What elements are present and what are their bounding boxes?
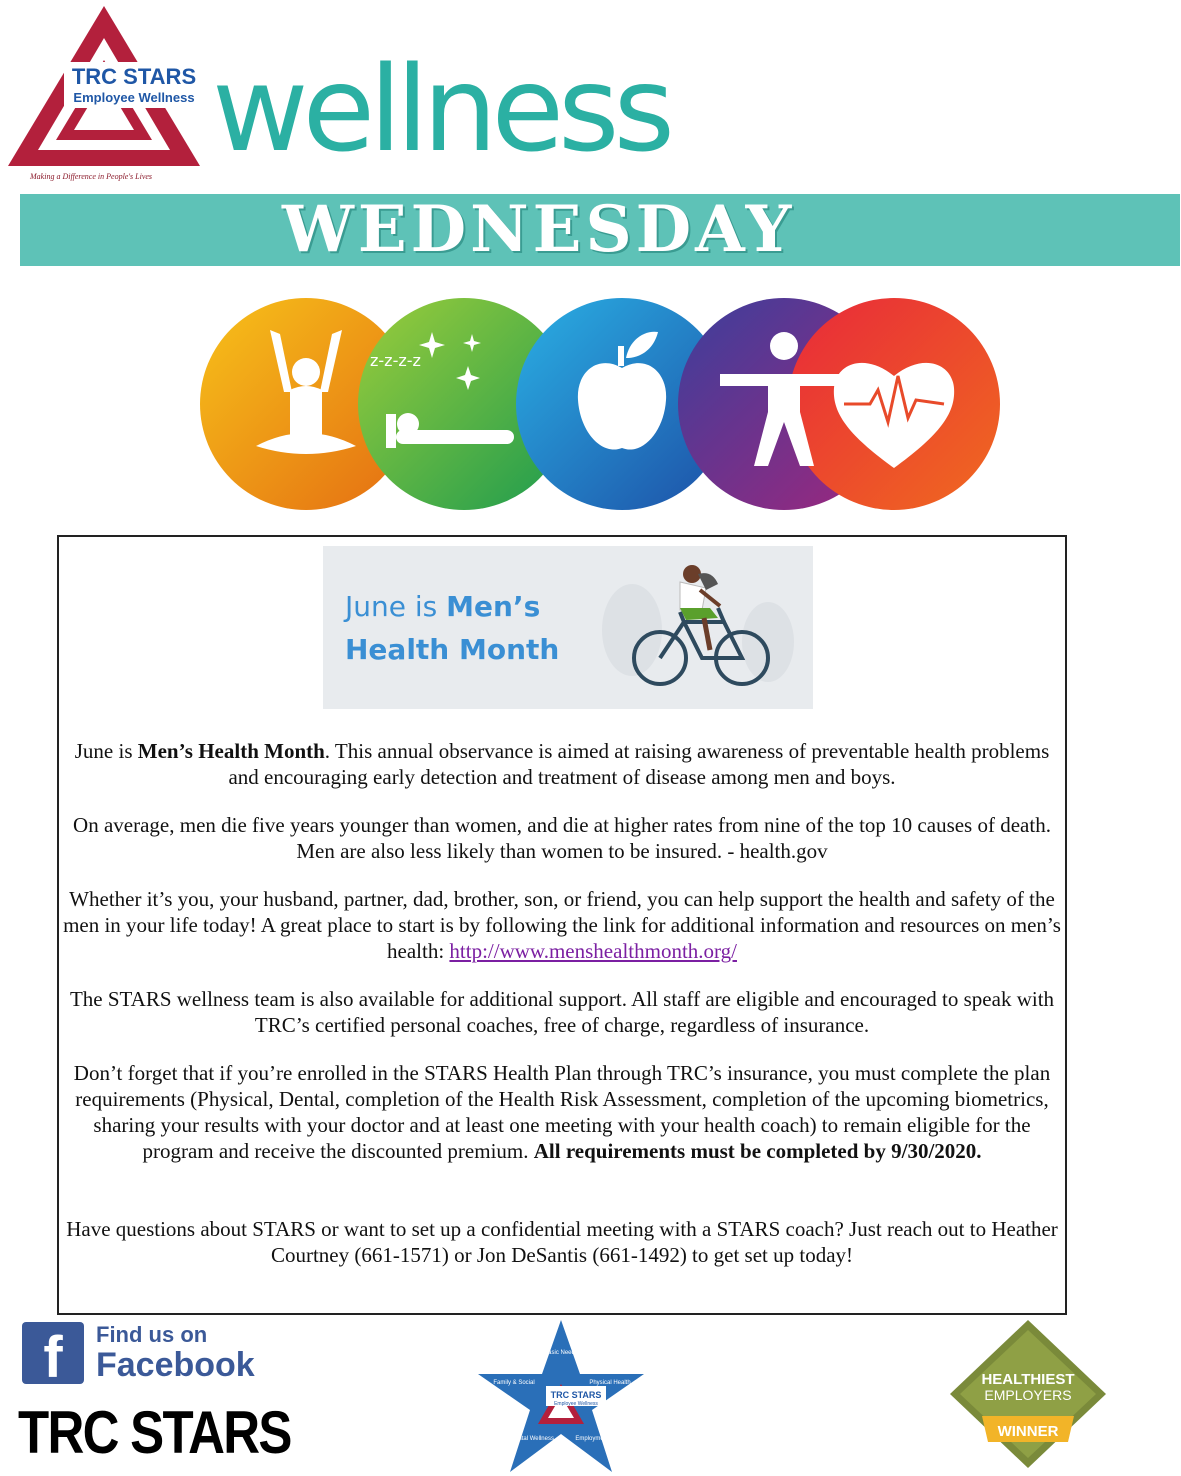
paragraph-statistics: On average, men die five years younger than women, and die at higher rates from nine of the top 10 causes of death. Men are also less likely than women to be insured. - health.gov <box>73 813 1051 863</box>
banner-line1: June is Men’s <box>345 590 541 623</box>
trc-stars-logo <box>4 4 204 186</box>
logo-main-text: TRC STARS <box>71 64 197 89</box>
facebook-name-text: Facebook <box>96 1346 255 1384</box>
logo-tagline: Making a Difference in People's Lives <box>30 172 153 181</box>
star-point-physical-health: Physical Health <box>589 1380 631 1386</box>
trc-stars-star-logo <box>476 1318 646 1474</box>
badge-line1: HEALTHIEST <box>981 1371 1075 1388</box>
badge-line2: EMPLOYERS <box>984 1387 1072 1403</box>
svg-text:z-z-z-z: z-z-z-z <box>370 351 421 370</box>
paragraph-health-plan: Don’t forget that if you’re enrolled in the STARS Health Plan through TRC’s insurance, you must complete the plan requirements (Physical, Dental, completion of the Health Risk Assessment, completion of the upcoming biometrics, sharing your results with your doctor and at least one meeting with your health coach) to remain eligible for the program and receive the discounted premium. All requirements must be completed by 9/30/2020. <box>73 1061 1051 1163</box>
star-center-sub: Employee Wellness <box>554 1401 598 1407</box>
wellness-title: wellness <box>212 40 670 178</box>
logo-sub-text: Employee Wellness <box>73 90 195 105</box>
star-point-basic-needs: Basic Needs <box>544 1350 578 1356</box>
star-point-mental-wellness: Mental Wellness <box>510 1436 554 1442</box>
star-point-employment: Employment <box>575 1436 609 1442</box>
star-center-text: TRC STARS <box>550 1390 602 1400</box>
facebook-f-glyph: f <box>43 1325 63 1390</box>
paragraph-wellness-team: The STARS wellness team is also available for additional support. All staff are eligible and encouraged to speak with TRC’s certified personal coaches, free of charge, regardless of insurance. <box>69 987 1055 1037</box>
cyclist-icon <box>592 560 802 700</box>
paragraph-intro: June is Men’s Health Month. This annual observance is aimed at raising awareness of preventable health problems and encouraging early detection and treatment of disease among men and boys. <box>74 739 1050 789</box>
mens-health-month-link[interactable]: http://www.menshealthmonth.org/ <box>449 939 737 963</box>
badge-ribbon-text: WINNER <box>997 1423 1059 1440</box>
wednesday-title: WEDNESDAY <box>282 192 796 267</box>
star-point-family-social: Family & Social <box>493 1380 535 1386</box>
paragraph-support: Whether it’s you, your husband, partner, dad, brother, son, or friend, you can help support the health and safety of the men in your life today! A great place to start is by following the link for additional information and resources on men’s health: http://www.menshealthmonth.org/ <box>63 887 1061 963</box>
paragraph-contact: Have questions about STARS or want to set up a confidential meeting with a STARS coach? Just reach out to Heather Courtney (661-1571) or Jon DeSantis (661-1492) to get set up today! <box>66 1217 1058 1267</box>
healthiest-employers-badge <box>948 1318 1108 1474</box>
facebook-find-text: Find us on <box>96 1322 208 1347</box>
org-name: TRC STARS <box>18 1399 291 1466</box>
banner-line2: Health Month <box>345 633 560 666</box>
wellness-icons-row <box>200 296 1000 512</box>
